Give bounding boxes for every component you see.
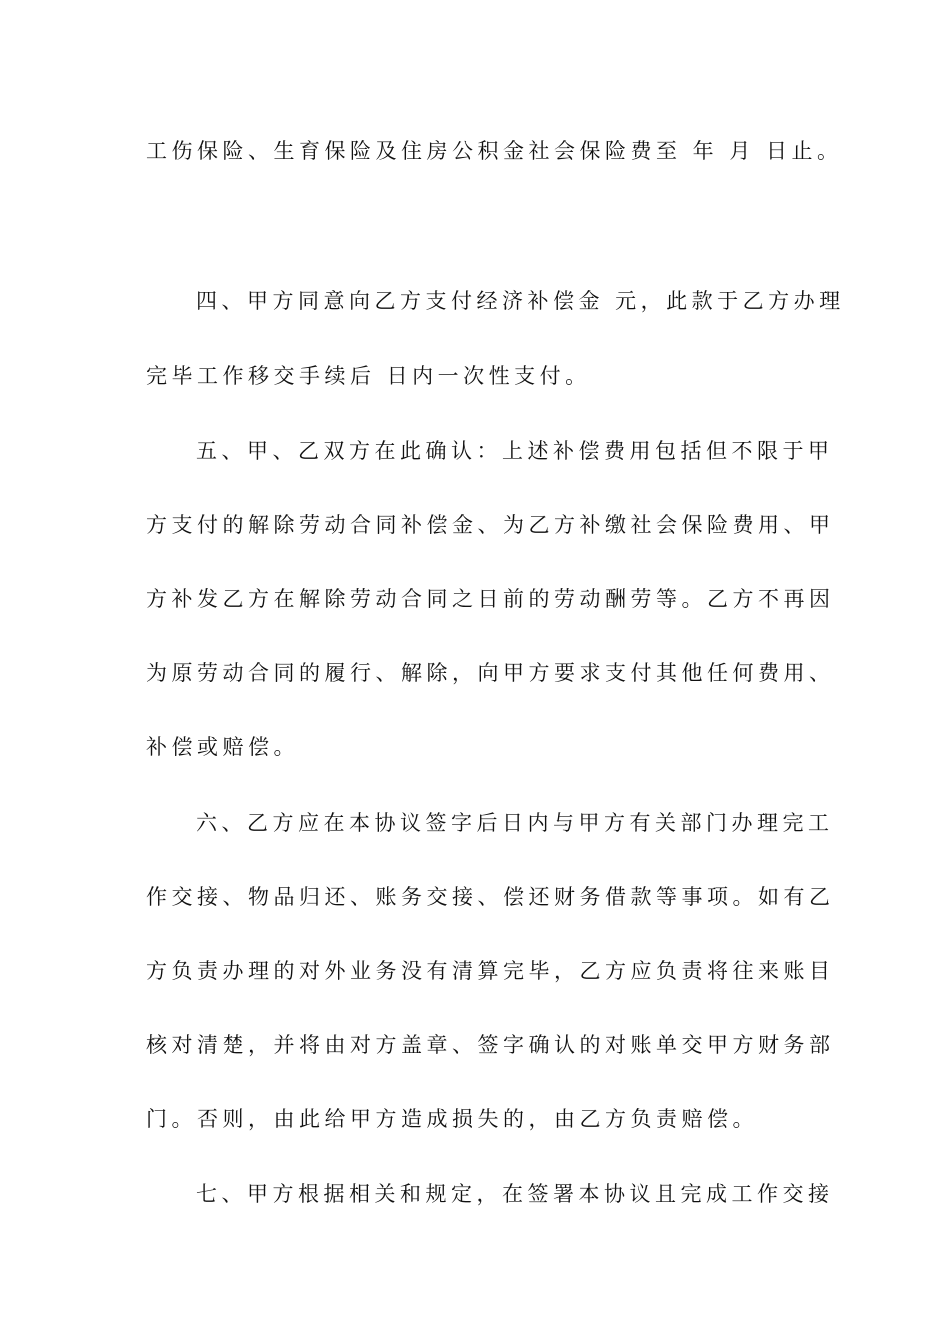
text-line: 门。否则，由此给甲方造成损失的，由乙方负责赔偿。	[146, 1107, 758, 1131]
text-line: 五、甲、乙双方在此确认：上述补偿费用包括但不限于甲	[196, 439, 834, 463]
text-line: 核对清楚，并将由对方盖章、签字确认的对账单交甲方财务部	[146, 1033, 835, 1057]
text-line: 方支付的解除劳动合同补偿金、为乙方补缴社会保险费用、甲	[146, 513, 835, 537]
text-line: 七、甲方根据相关和规定，在签署本协议且完成工作交接	[196, 1182, 834, 1206]
text-line: 工伤保险、生育保险及住房公积金社会保险费至 年 月 日止。	[146, 139, 843, 163]
text-line: 作交接、物品归还、账务交接、偿还财务借款等事项。如有乙	[146, 885, 835, 909]
text-line: 方补发乙方在解除劳动合同之日前的劳动酬劳等。乙方不再因	[146, 587, 835, 611]
text-line: 方负责办理的对外业务没有清算完毕，乙方应负责将往来账目	[146, 959, 835, 983]
text-line: 为原劳动合同的履行、解除，向甲方要求支付其他任何费用、	[146, 661, 835, 685]
text-line: 六、乙方应在本协议签字后日内与甲方有关部门办理完工	[196, 811, 834, 835]
text-line: 四、甲方同意向乙方支付经济补偿金 元，此款于乙方办理	[196, 289, 845, 313]
text-line: 补偿或赔偿。	[146, 735, 299, 759]
text-line: 完毕工作移交手续后 日内一次性支付。	[146, 364, 591, 388]
